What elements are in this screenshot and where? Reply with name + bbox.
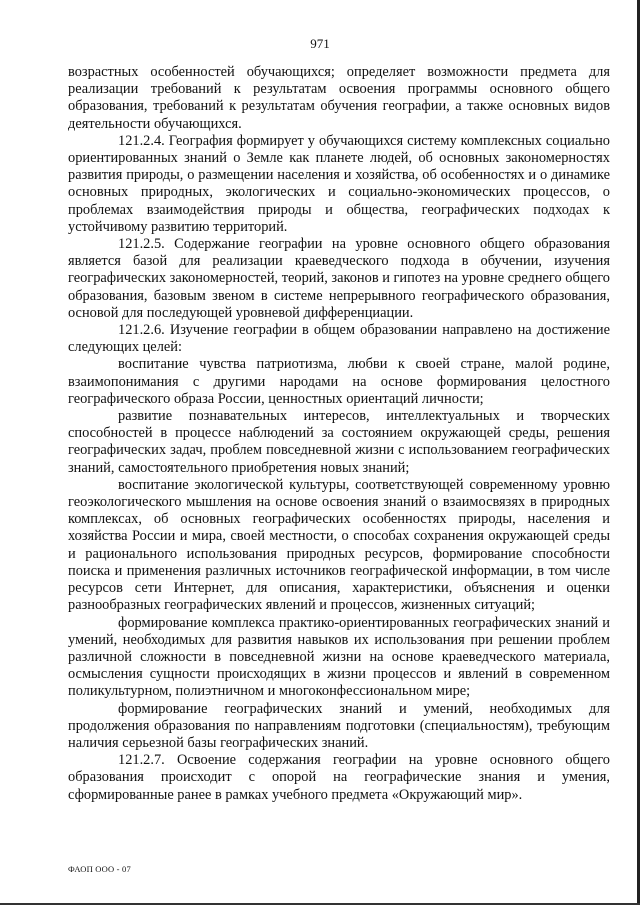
body-text: [68, 64, 610, 804]
paragraph-121-2-7: 121.2.7. Освоение содержания географии на уровне основного общего образования происходит с опорой на географические знания и умения, сформированные ранее в рамках учебного предмета «Окружающий мир».: [68, 752, 610, 803]
paragraph-121-2-5: 121.2.5. Содержание географии на уровне основного общего образования является базой для реализации краеведческого подхода в обучении, изучения географических закономерностей, теорий, законов и гипотез на уровне среднего общего образования, базовым звеном в системе непрерывного географического образования, основой для последующей уровневой дифференциации.: [68, 236, 610, 321]
goal-item-practical-knowledge: формирование комплекса практико-ориентированных географических знаний и умений, необходимых для развития навыков их использования при решении проблем различной сложности в повседневной жизни на основе краеведческого материала, осмысления сущности происходящих в жизни процессов и явлений в современном поликультурном, полиэтничном и многоконфессиональном мире;: [68, 614, 610, 700]
goal-item-patriotism: воспитание чувства патриотизма, любви к своей стране, малой родине, взаимопонимания с другими народами на основе формирования целостного географического образа России, ценностных ориентаций личности;: [68, 356, 610, 407]
page-number: 971: [310, 36, 330, 51]
goal-item-ecology: воспитание экологической культуры, соответствующей современному уровню геоэкологического мышления на основе освоения знаний о взаимосвязях в природных комплексах, об основных географических особенностях природы, населения и хозяйства России и мира, своей местности, о способах сохранения окружающей среды и рационального использования природных ресурсов, формирование способности поиска и применения различных источников географической информации, в том числе ресурсов сети Интернет, для описания, характеристики, объяснения и оценки разнообразных географических явлений и процессов, жизненных ситуаций;: [68, 476, 610, 614]
goal-item-interests: развитие познавательных интересов, интеллектуальных и творческих способностей в процессе наблюдений за состоянием окружающей среды, решения географических задач, проблем повседневной жизни с использованием географических знаний, самостоятельного приобретения новых знаний;: [68, 408, 610, 476]
paragraph-continuation: возрастных особенностей обучающихся; определяет возможности предмета для реализации требований к результатам освоения программы основного общего образования, требований к результатам обучения географии, а также основных видов деятельности обучающихся.: [68, 64, 610, 132]
goal-item-further-education: формирование географических знаний и умений, необходимых для продолжения образования по направлениям подготовки (специальностям), требующим наличия серьезной базы географических знаний.: [68, 700, 610, 751]
paragraph-121-2-4: 121.2.4. География формирует у обучающихся систему комплексных социально ориентированных знаний о Земле как планете людей, об основных закономерностях развития природы, о размещении населения и хозяйства, об особенностях и о динамике основных природных, экологических и социально-экономических процессов, о проблемах взаимодействия природы и общества, географических подходах к устойчивому развитию территорий.: [68, 132, 610, 235]
paragraph-121-2-6: 121.2.6. Изучение географии в общем образовании направлено на достижение следующих целей:: [68, 322, 610, 356]
footer-label: ФАОП ООО - 07: [68, 864, 131, 874]
